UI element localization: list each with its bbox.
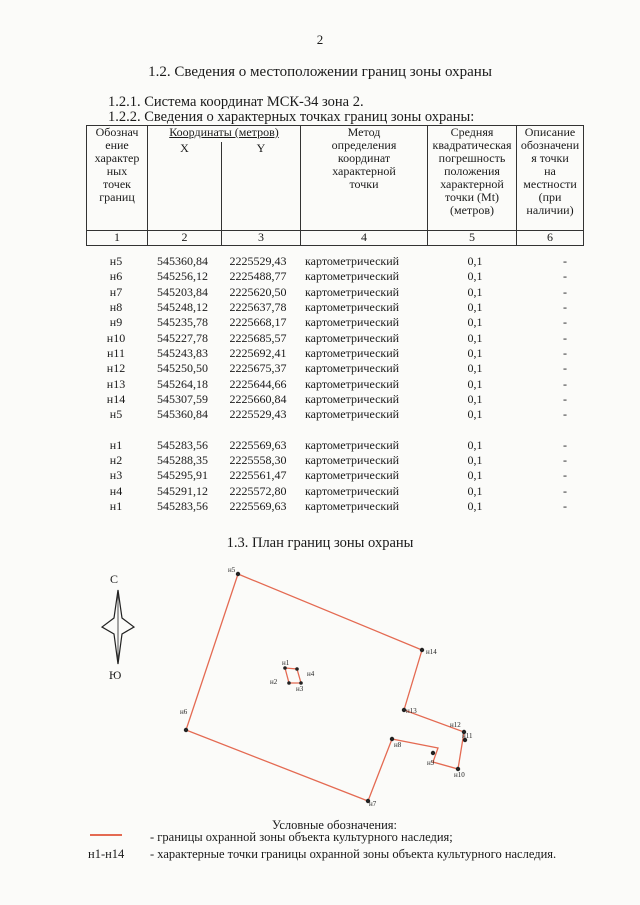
table-cell: 545360,84 (157, 407, 208, 422)
table-cell: картометрический (305, 315, 400, 330)
label-n6: н6 (180, 708, 188, 716)
table-cell: 545283,56 (157, 437, 208, 452)
table-cell: 2225668,17 (229, 315, 287, 330)
table-cell: 0,1 (467, 361, 483, 376)
table-cell: 0,1 (467, 498, 483, 513)
point-n14 (420, 648, 424, 652)
table-cell: картометрический (305, 269, 400, 284)
label-n9: н9 (427, 759, 435, 767)
table-cell: 0,1 (467, 437, 483, 452)
table-cell: 2225529,43 (229, 254, 287, 269)
col-num-1: 1 (87, 231, 148, 246)
table-cell: - (563, 284, 567, 299)
label-n2: н2 (270, 678, 278, 686)
table-cell: 0,1 (467, 391, 483, 406)
table-cell: н8 (109, 300, 123, 315)
table-cell: картометрический (305, 361, 400, 376)
table-cell: н2 (109, 453, 123, 467)
table-row (86, 483, 611, 498)
header-x: X (148, 142, 222, 231)
table-cell: 2225569,63 (229, 437, 287, 452)
legend-points-description: - характерные точки границы охранной зоны объекта культурного наследия. (150, 847, 557, 861)
table-row (86, 453, 611, 468)
table-row (86, 285, 611, 300)
inner-boundary (285, 668, 301, 683)
table-cell: 2225572,80 (229, 483, 287, 498)
table-cell: н12 (106, 361, 126, 376)
table-cell: - (563, 483, 567, 498)
table-cell: 545243,83 (157, 345, 208, 360)
table-row (86, 254, 611, 269)
label-n13: н13 (406, 707, 417, 715)
label-n3: н3 (296, 685, 304, 693)
table-cell: картометрический (305, 376, 400, 391)
table-cell: н3 (109, 468, 123, 483)
label-n11: н11 (462, 732, 473, 740)
table-cell: 545283,56 (157, 498, 208, 513)
table-cell: - (563, 269, 567, 284)
table-row (86, 468, 611, 483)
table-cell: 545360,84 (157, 254, 208, 269)
legend-title: Условные обозначения: (272, 818, 398, 832)
label-n10: н10 (454, 771, 465, 779)
table-row (86, 361, 611, 376)
table-cell: 2225644,66 (229, 376, 287, 391)
table-cell: 2225685,57 (229, 330, 287, 345)
table-cell: 545291,12 (157, 483, 208, 498)
table-cell: - (563, 345, 567, 360)
table-cell: картометрический (305, 254, 400, 269)
table-cell: 0,1 (467, 269, 483, 284)
table-cell: 545256,12 (157, 269, 208, 284)
table-cell: - (563, 330, 567, 345)
table-cell: 2225675,37 (229, 361, 287, 376)
table-cell: 0,1 (467, 345, 483, 360)
plan-title: 1.3. План границ зоны охраны (226, 535, 414, 551)
table-row (86, 346, 611, 361)
table-cell: картометрический (305, 300, 400, 315)
table-cell: - (563, 498, 567, 513)
table-cell: н4 (109, 483, 123, 498)
table-cell: 545264,18 (157, 376, 208, 391)
table-cell: 2225488,77 (229, 269, 287, 284)
table-cell: - (563, 437, 567, 452)
table-cell: - (563, 376, 567, 391)
col-num-5: 5 (428, 231, 517, 246)
point-n4 (295, 667, 299, 671)
table-cell: 0,1 (467, 315, 483, 330)
table-cell: 545250,50 (157, 361, 208, 376)
table-cell: н5 (109, 254, 123, 269)
header-y: Y (222, 142, 301, 231)
points-table-header (86, 125, 584, 246)
point-n9 (431, 751, 435, 755)
points-subtitle: 1.2.2. Сведения о характерных точках границ зоны охраны: (108, 109, 475, 125)
table-cell: 0,1 (467, 376, 483, 391)
label-n12: н12 (450, 721, 461, 729)
table-cell: н5 (109, 407, 123, 422)
table-cell: - (563, 361, 567, 376)
table-cell: 2225637,78 (229, 300, 287, 315)
boundary-plan (0, 560, 640, 810)
table-cell: 2225620,50 (229, 284, 287, 299)
table-cell: 545203,84 (157, 284, 208, 299)
table-cell: 545227,78 (157, 330, 208, 345)
col-num-3: 3 (222, 231, 301, 246)
table-cell: 545307,59 (157, 391, 208, 406)
table-cell: н7 (109, 284, 123, 299)
table-cell: 2225561,47 (229, 468, 287, 483)
table-cell: 0,1 (467, 407, 483, 422)
table-cell: н9 (109, 315, 123, 330)
table-row (86, 407, 611, 422)
table-cell: 0,1 (467, 330, 483, 345)
coordinate-system-line: 1.2.1. Система координат МСК-34 зона 2. (108, 94, 364, 110)
header-coords: Координаты (метров) (148, 126, 301, 143)
table-cell: 545235,78 (157, 315, 208, 330)
point-n5 (236, 572, 240, 576)
table-cell: 545248,12 (157, 300, 208, 315)
table-cell: н1 (109, 498, 123, 513)
header-designation: Обознач ение характер ных точек границ (87, 126, 148, 231)
table-cell: 2225660,84 (229, 391, 287, 406)
table-cell: - (563, 407, 567, 422)
table-cell: н13 (106, 376, 126, 391)
compass-north-label: С (110, 572, 119, 586)
table-cell: картометрический (305, 483, 400, 498)
table-row (86, 499, 611, 514)
point-n2 (287, 681, 291, 685)
col-num-2: 2 (148, 231, 222, 246)
table-cell: н14 (106, 391, 126, 406)
header-error: Средняя квадратическая погрешность положения характерной точки (Mt) (метров) (428, 126, 517, 231)
header-method: Метод определения координат характерной точки (301, 126, 428, 231)
table-row (86, 330, 611, 345)
table-cell: н10 (106, 330, 126, 345)
table-cell: - (563, 254, 567, 269)
table-row (86, 315, 611, 330)
label-n4: н4 (307, 670, 315, 678)
table-row (86, 300, 611, 315)
compass-south-label: Ю (109, 668, 122, 682)
table-cell: н1 (109, 437, 123, 452)
table-cell: картометрический (305, 330, 400, 345)
table-row (86, 376, 611, 391)
table-cell: картометрический (305, 407, 400, 422)
col-num-6: 6 (517, 231, 584, 246)
table-cell: 2225529,43 (229, 407, 287, 422)
table-cell: картометрический (305, 391, 400, 406)
table-cell: н11 (107, 345, 125, 360)
section-title: 1.2. Сведения о местоположении границ зоны охраны (148, 64, 492, 80)
table-cell: - (563, 391, 567, 406)
table-cell: картометрический (305, 345, 400, 360)
legend-line-description: - границы охранной зоны объекта культурного наследия; (150, 830, 453, 844)
table-gap-row (86, 422, 611, 437)
point-n6 (184, 728, 188, 732)
table-cell: 545288,35 (157, 453, 208, 467)
table-cell: картометрический (305, 437, 400, 452)
table-cell: - (563, 468, 567, 483)
table-cell: 2225692,41 (229, 345, 287, 360)
page-number: 2 (316, 32, 324, 47)
table-cell: картометрический (305, 453, 400, 467)
table-cell: картометрический (305, 498, 400, 513)
table-row (86, 392, 611, 407)
label-n14: н14 (426, 648, 437, 656)
table-cell: 2225569,63 (229, 498, 287, 513)
table-cell: 0,1 (467, 254, 483, 269)
label-n7: н7 (369, 800, 377, 808)
table-cell: картометрический (305, 468, 400, 483)
table-cell: 0,1 (467, 483, 483, 498)
table-cell: 0,1 (467, 284, 483, 299)
table-cell: 545295,91 (157, 468, 208, 483)
table-cell: 2225558,30 (229, 453, 287, 467)
label-n5: н5 (228, 566, 236, 574)
table-row (86, 438, 611, 453)
table-cell: н6 (109, 269, 123, 284)
table-cell: картометрический (305, 284, 400, 299)
table-row (86, 269, 611, 284)
table-cell: - (563, 300, 567, 315)
table-cell: 0,1 (467, 300, 483, 315)
outer-boundary (186, 574, 464, 801)
label-n1: н1 (282, 659, 290, 667)
table-cell: - (563, 453, 567, 467)
header-description: Описание обозначени я точки на местности (при наличии) (517, 126, 584, 231)
table-cell: 0,1 (467, 453, 483, 467)
table-cell: - (563, 315, 567, 330)
legend-line-swatch (90, 834, 122, 836)
col-num-4: 4 (301, 231, 428, 246)
legend-points-code: н1-н14 (88, 847, 125, 861)
label-n8: н8 (394, 741, 402, 749)
points-table-body (86, 254, 611, 514)
table-cell: 0,1 (467, 468, 483, 483)
